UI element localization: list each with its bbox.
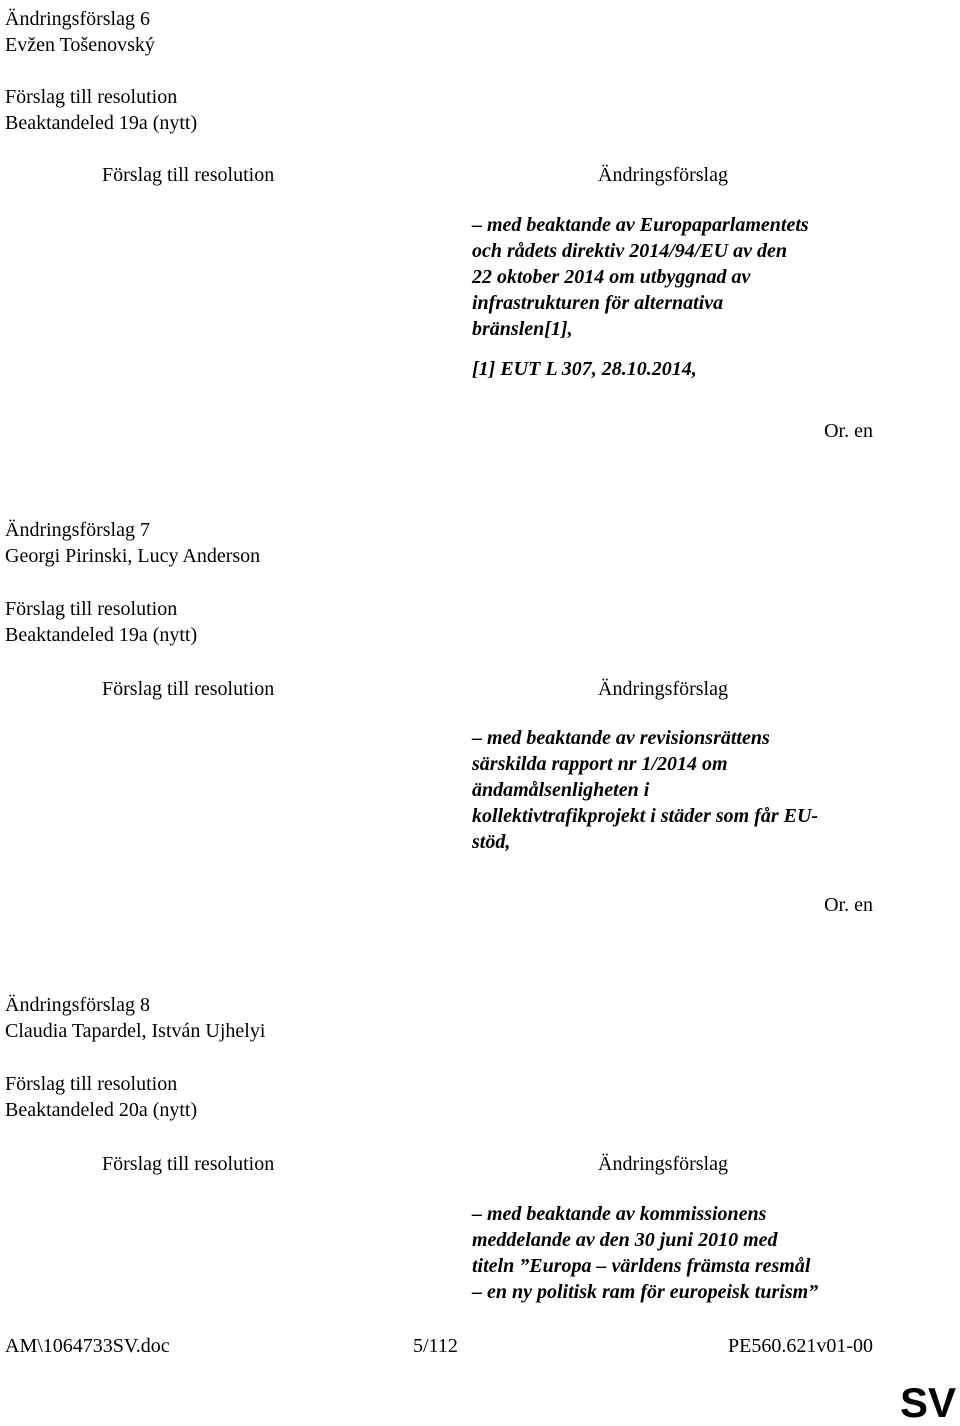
- amendment-doc-type: Förslag till resolution: [5, 86, 178, 108]
- amendment-text-line: – med beaktande av Europaparlamentets: [472, 214, 809, 236]
- amendment-text-line: titeln ”Europa – världens främsta resmål: [472, 1255, 811, 1277]
- amendment-text: [472, 725, 872, 855]
- amendment-text-line: infrastrukturen för alternativa: [472, 292, 724, 314]
- amendment-authors: Georgi Pirinski, Lucy Anderson: [5, 545, 261, 567]
- amendment-doc-type: Förslag till resolution: [5, 598, 178, 620]
- footer-doc-ref: AM\1064733SV.doc: [5, 1335, 170, 1357]
- original-language: Or. en: [824, 894, 873, 916]
- column-header-proposal: Förslag till resolution: [102, 678, 275, 700]
- amendment-text-line: stöd,: [472, 831, 511, 853]
- amendment-heading: Ändringsförslag 8: [5, 994, 150, 1016]
- column-header-proposal: Förslag till resolution: [102, 1153, 275, 1175]
- amendment-heading: Ändringsförslag 6: [5, 8, 150, 30]
- column-header-amendment: Ändringsförslag: [598, 164, 728, 186]
- amendment-text: [472, 1201, 872, 1305]
- footer-page-number: 5/112: [413, 1335, 458, 1357]
- amendment-text-line: – en ny politisk ram för europeisk turism”: [472, 1281, 819, 1303]
- amendment-text-line: kollektivtrafikprojekt i städer som får EU-: [472, 805, 819, 827]
- amendment-doc-type: Förslag till resolution: [5, 1073, 178, 1095]
- original-language: Or. en: [824, 420, 873, 442]
- amendment-authors: Claudia Tapardel, István Ujhelyi: [5, 1020, 266, 1042]
- amendment-text-line: särskilda rapport nr 1/2014 om: [472, 753, 728, 775]
- amendment-text-line: – med beaktande av revisionsrättens: [472, 727, 770, 749]
- amendment-text-line: och rådets direktiv 2014/94/EU av den: [472, 240, 787, 262]
- amendment-text: [472, 212, 872, 342]
- amendment-text-line: ändamålsenligheten i: [472, 779, 650, 801]
- amendment-citation: Beaktandeled 19a (nytt): [5, 624, 198, 646]
- amendment-footnote: [1] EUT L 307, 28.10.2014,: [472, 358, 697, 380]
- amendment-text-line: bränslen[1],: [472, 318, 573, 340]
- amendment-citation: Beaktandeled 19a (nytt): [5, 112, 198, 134]
- footer-pe-ref: PE560.621v01-00: [728, 1335, 873, 1357]
- amendment-heading: Ändringsförslag 7: [5, 519, 150, 541]
- column-header-proposal: Förslag till resolution: [102, 164, 275, 186]
- amendment-text-line: – med beaktande av kommissionens: [472, 1203, 767, 1225]
- amendment-text-line: meddelande av den 30 juni 2010 med: [472, 1229, 778, 1251]
- language-mark: SV: [899, 1379, 956, 1426]
- column-header-amendment: Ändringsförslag: [598, 678, 728, 700]
- amendment-citation: Beaktandeled 20a (nytt): [5, 1099, 198, 1121]
- amendment-text-line: 22 oktober 2014 om utbyggnad av: [472, 266, 751, 288]
- amendment-authors: Evžen Tošenovský: [5, 34, 155, 56]
- column-header-amendment: Ändringsförslag: [598, 1153, 728, 1175]
